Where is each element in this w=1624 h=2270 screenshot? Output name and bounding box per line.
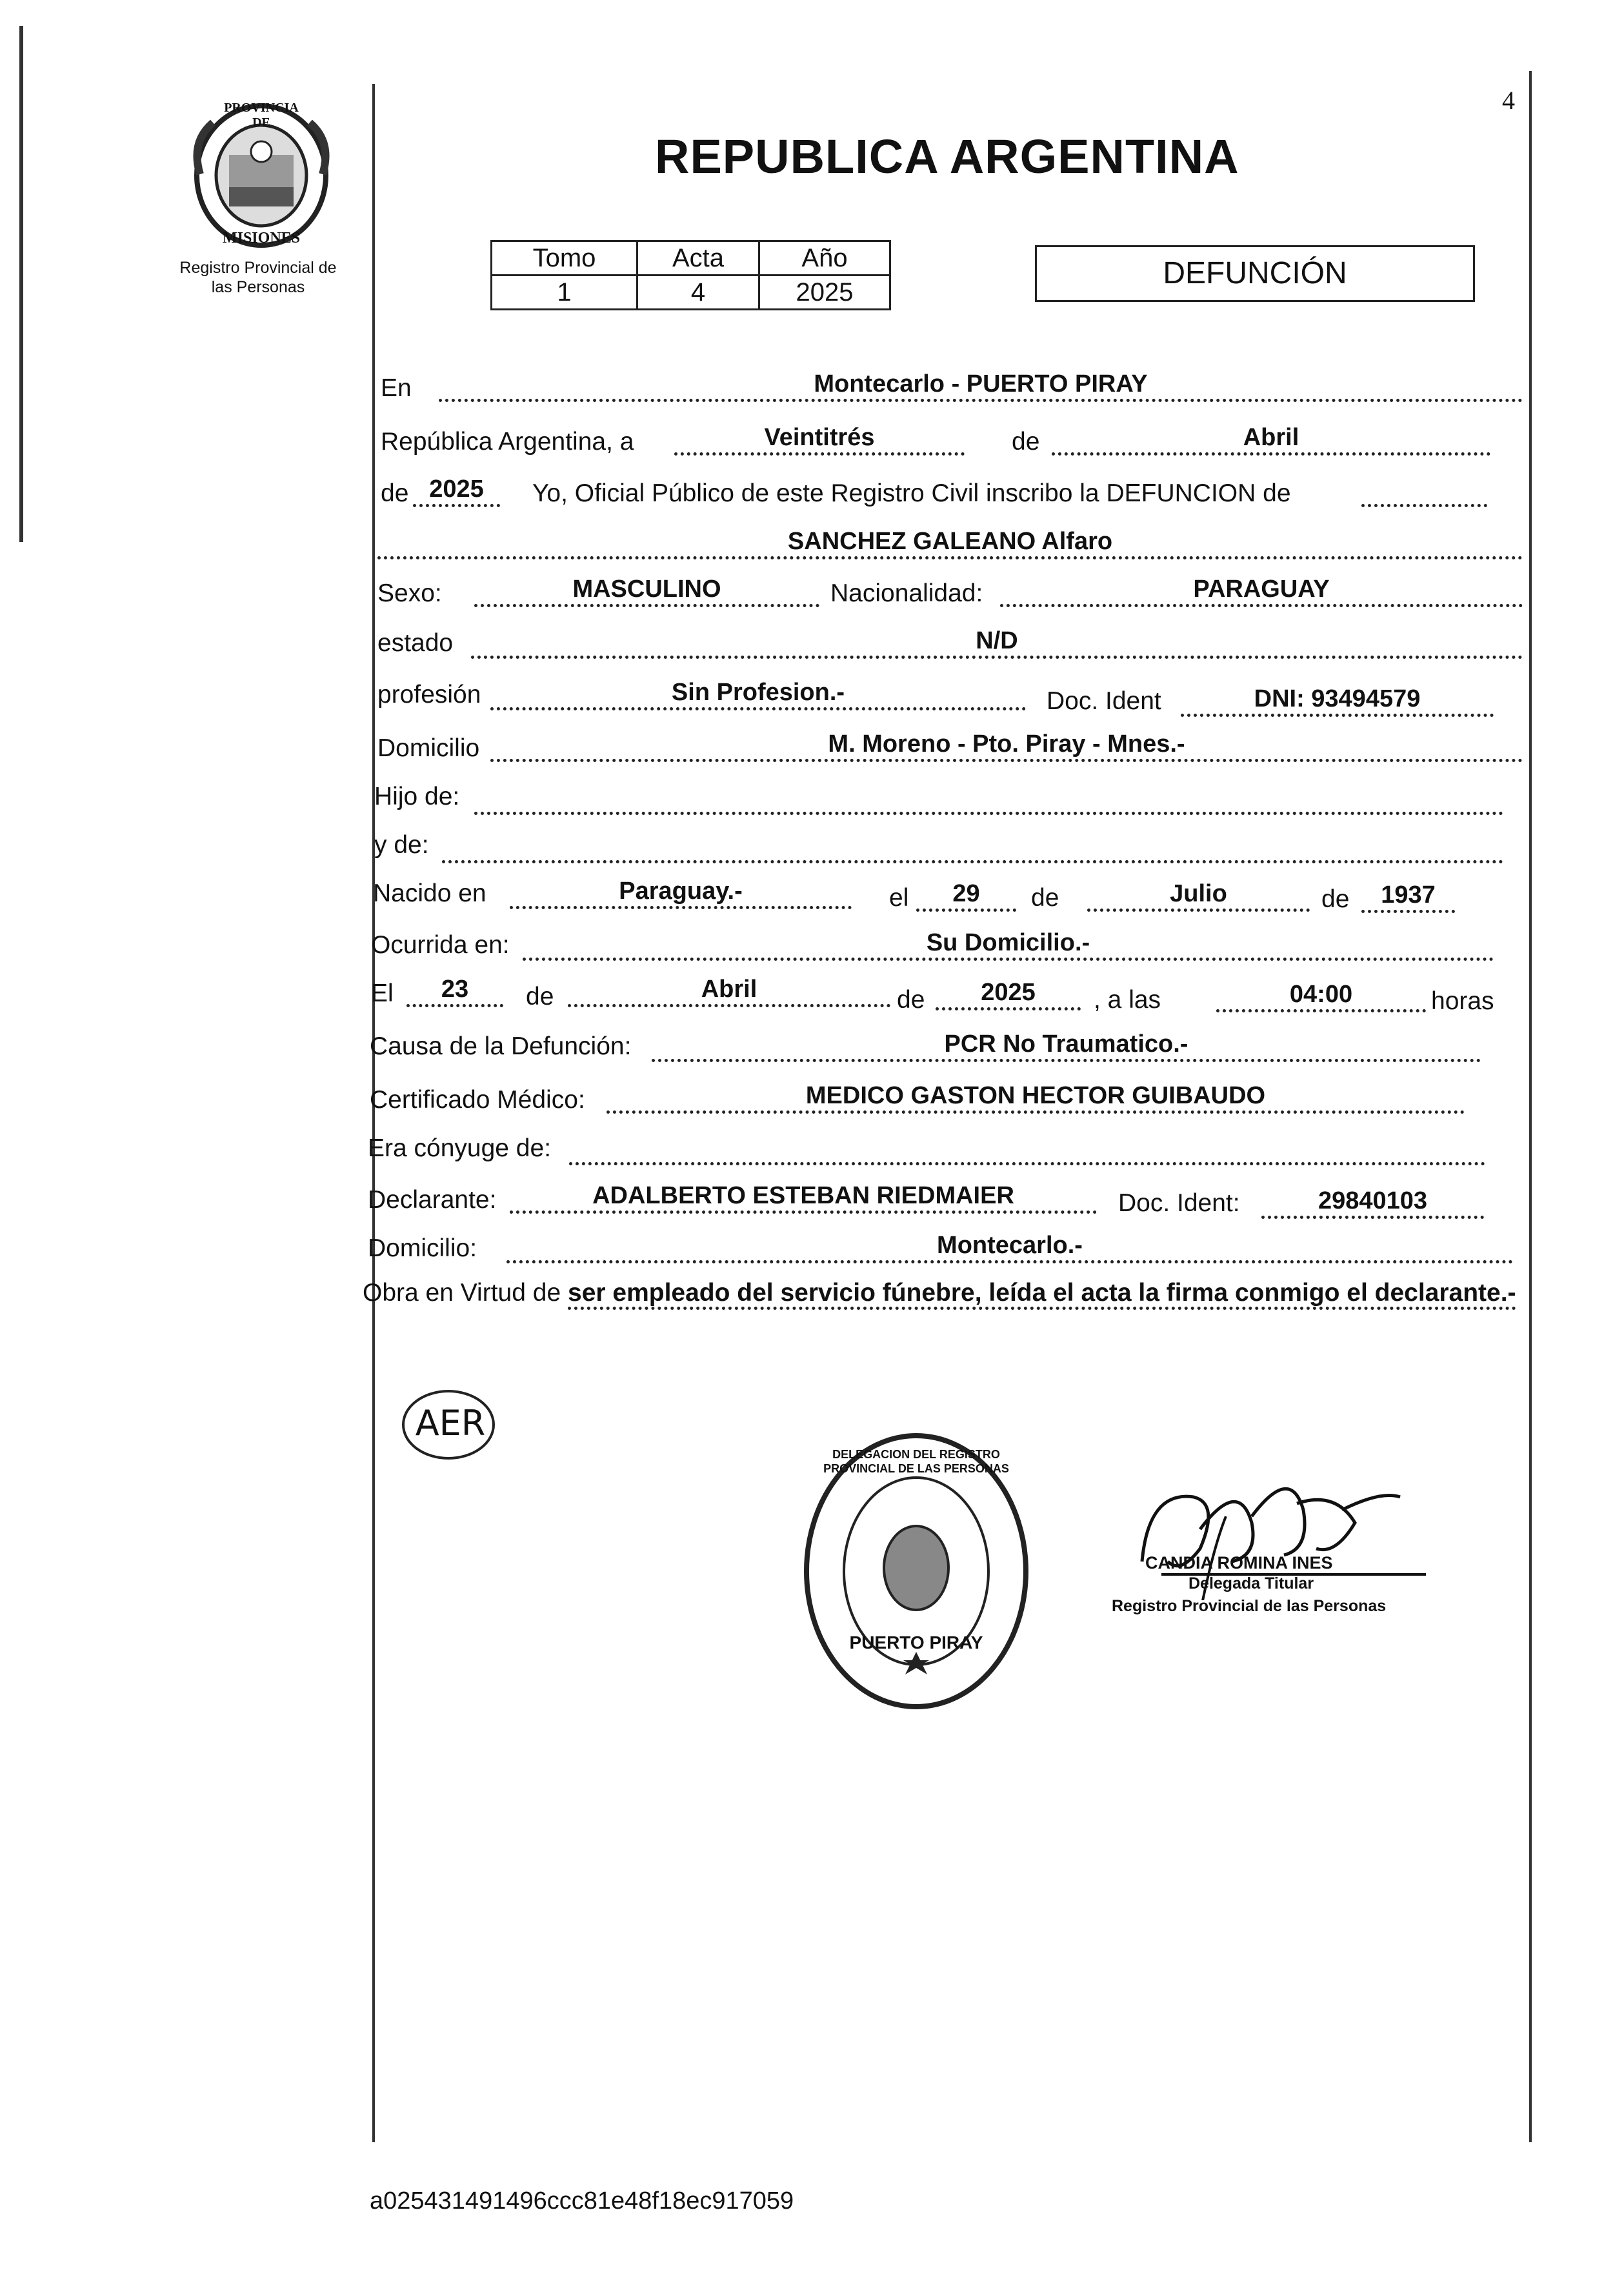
official-title: Delegada Titular: [1188, 1574, 1314, 1592]
estado-field: N/D: [471, 626, 1523, 659]
birth-de1-label: de: [1031, 884, 1059, 912]
doc-ident-label: Doc. Ident: [1047, 687, 1161, 715]
hijo-label: Hijo de:: [374, 783, 460, 810]
document-type-box: DEFUNCIÓN: [1035, 245, 1475, 302]
doc-ident-field: DNI: 93494579: [1181, 684, 1494, 717]
reference-value-row: [492, 276, 890, 310]
declarant-initials-mark: [387, 1381, 503, 1465]
profesion-field: Sin Profesion.-: [490, 678, 1026, 710]
anio-value: 2025: [759, 276, 890, 310]
causa-field: PCR No Traumatico.-: [652, 1029, 1481, 1062]
death-year-field: 2025: [936, 978, 1081, 1010]
republica-label: República Argentina, a: [381, 428, 634, 456]
registry-caption: [148, 258, 368, 297]
declarant-initials: AER: [415, 1403, 486, 1443]
el-label: el: [889, 884, 909, 912]
official-registry: Registro Provincial de las Personas: [1112, 1597, 1387, 1615]
stamp-center-text: PUERTO PIRAY: [849, 1632, 983, 1652]
form-right-rule: [1529, 71, 1532, 2142]
domicilio-label: Domicilio: [377, 734, 480, 762]
declarante-label: Declarante:: [368, 1186, 497, 1214]
horas-label: horas: [1431, 987, 1494, 1015]
profesion-label: profesión: [377, 681, 481, 708]
acta-header: Acta: [637, 241, 759, 276]
nacionalidad-label: Nacionalidad:: [830, 579, 983, 607]
official-trailing-field: [1361, 483, 1487, 507]
official-stamp: [797, 1429, 1036, 1713]
declarante-field: ADALBERTO ESTEBAN RIEDMAIER: [510, 1181, 1097, 1214]
page-title: REPUBLICA ARGENTINA: [655, 130, 1239, 183]
decl-domicilio-field: Montecarlo.-: [506, 1230, 1513, 1263]
seal-text-bottom: MISIONES: [222, 230, 301, 246]
document-hash: a025431491496ccc81e48f18ec917059: [370, 2187, 794, 2215]
sexo-field: MASCULINO: [474, 574, 819, 607]
nacido-field: Paraguay.-: [510, 876, 852, 909]
obra-label: Obra en Virtud de: [363, 1279, 561, 1307]
left-margin-rule: [19, 26, 23, 542]
nacionalidad-field: PARAGUAY: [1000, 574, 1523, 607]
stamp-ring-text: DELEGACION DEL REGISTRO PROVINCIAL DE LAS PERSONAS: [823, 1448, 1009, 1475]
de-label: de: [1012, 428, 1040, 456]
acta-value: 4: [637, 276, 759, 310]
decl-doc-label: Doc. Ident:: [1118, 1189, 1240, 1217]
nacido-label: Nacido en: [373, 879, 486, 907]
tomo-value: 1: [492, 276, 637, 310]
yde-label: y de:: [374, 831, 429, 859]
official-text: Yo, Oficial Público de este Registro Civil inscribo la DEFUNCION de: [532, 479, 1291, 507]
en-label: En: [381, 374, 412, 402]
anio-header: Año: [759, 241, 890, 276]
death-time-field: 04:00: [1216, 979, 1426, 1012]
decl-doc-field: 29840103: [1261, 1186, 1484, 1219]
place-field: Montecarlo - PUERTO PIRAY: [439, 369, 1523, 402]
certificado-field: MEDICO GASTON HECTOR GUIBAUDO: [606, 1081, 1465, 1114]
tomo-header: Tomo: [492, 241, 637, 276]
death-month-field: Abril: [568, 974, 890, 1007]
reference-table: [490, 240, 891, 310]
ocurrida-label: Ocurrida en:: [371, 931, 510, 959]
obra-text: ser empleado del servicio fúnebre, leída el acta la firma conmigo el declarante.-: [568, 1279, 1516, 1310]
registry-caption-line2: las Personas: [211, 278, 305, 296]
alas-label: , a las: [1094, 986, 1161, 1014]
hijo-field: [474, 782, 1503, 815]
decl-domicilio-label: Domicilio:: [368, 1234, 477, 1262]
year-field: 2025: [413, 474, 500, 507]
birth-year-field: 1937: [1361, 880, 1455, 913]
estado-label: estado: [377, 629, 454, 657]
month-field: Abril: [1052, 423, 1490, 456]
ocurrida-field: Su Domicilio.-: [523, 928, 1494, 961]
birth-day-field: 29: [916, 879, 1016, 912]
seal-text-top: PROVINCIA DE: [224, 101, 299, 130]
sexo-label: Sexo:: [377, 579, 442, 607]
conyuge-field: [569, 1132, 1485, 1165]
death-el-label: El: [371, 979, 394, 1007]
certificado-label: Certificado Médico:: [370, 1086, 585, 1114]
province-seal-logo: [187, 97, 336, 252]
official-name: CANDIA ROMINA INES: [1145, 1553, 1333, 1572]
page-number: 4: [1502, 86, 1515, 115]
death-day-field: 23: [406, 974, 503, 1007]
registry-caption-line1: Registro Provincial de: [179, 259, 337, 277]
obra-paragraph: [363, 1275, 1518, 1311]
birth-month-field: Julio: [1087, 879, 1310, 912]
de-year-label: de: [381, 479, 409, 507]
yde-field: [442, 830, 1503, 863]
deceased-name-field: SANCHEZ GALEANO Alfaro: [377, 527, 1523, 559]
conyuge-label: Era cónyuge de:: [368, 1134, 552, 1162]
domicilio-field: M. Moreno - Pto. Piray - Mnes.-: [490, 729, 1523, 762]
death-de2-label: de: [897, 986, 925, 1014]
birth-de2-label: de: [1321, 885, 1350, 913]
death-de1-label: de: [526, 983, 554, 1010]
causa-label: Causa de la Defunción:: [370, 1032, 632, 1060]
reference-header-row: [492, 241, 890, 276]
day-words-field: Veintitrés: [674, 423, 965, 456]
